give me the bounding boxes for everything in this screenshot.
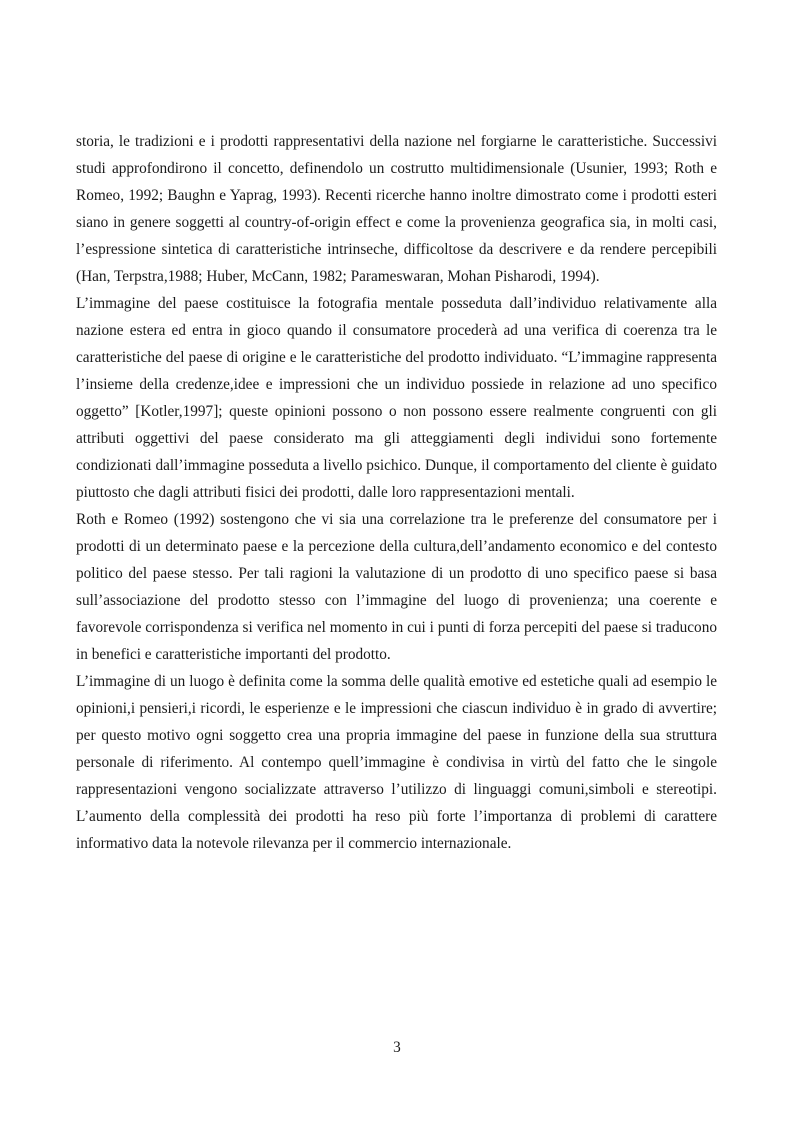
paragraph-place-image: L’immagine di un luogo è definita come la somma delle qualità emotive ed estetiche quali ad esempio le opinioni,i pensieri,i ricordi, le esperienze e le impressioni che ciascun individuo è in grado di avvertire; per questo motivo ogni soggetto crea una propria immagine del paese in funzione della sua struttura personale di riferimento. Al contempo quell’immagine è condivisa in virtù del fatto che le singole rappresentazioni vengono socializzate attraverso l’utilizzo di linguaggi comuni,simboli e stereotipi. L’aumento della complessità dei prodotti ha reso più forte l’importanza di problemi di carattere informativo data la notevole rilevanza per il commercio internazionale. — [76, 673, 717, 852]
page-body — [76, 128, 717, 857]
paragraph-country-of-origin-studies: storia, le tradizioni e i prodotti rappresentativi della nazione nel forgiarne le caratteristiche. Successivi studi approfondirono il concetto, definendolo un costrutto multidimensionale (Usunier, 1993; Roth e Romeo, 1992; Baughn e Yaprag, 1993). Recenti ricerche hanno inoltre dimostrato come i prodotti esteri siano in genere soggetti al country-of-origin effect e come la provenienza geografica sia, in molti casi, l’espressione sintetica di caratteristiche intrinseche, difficoltose da descrivere e da rendere percepibili (Han, Terpstra,1988; Huber, McCann, 1982; Parameswaran, Mohan Pisharodi, 1994). — [76, 133, 717, 285]
paragraph-roth-romeo-correlation: Roth e Romeo (1992) sostengono che vi sia una correlazione tra le preferenze del consumatore per i prodotti di un determinato paese e la percezione della cultura,dell’andamento economico e del contesto politico del paese stesso. Per tali ragioni la valutazione di un prodotto di uno specifico paese si basa sull’associazione del prodotto stesso con l’immagine del luogo di provenienza; una coerente e favorevole corrispondenza si verifica nel momento in cui i punti di forza percepiti del paese si traducono in benefici e caratteristiche importanti del prodotto. — [76, 511, 717, 663]
paragraph-country-image-definition: L’immagine del paese costituisce la fotografia mentale posseduta dall’individuo relativamente alla nazione estera ed entra in gioco quando il consumatore procederà ad una verifica di coerenza tra le caratteristiche del paese di origine e le caratteristiche del prodotto individuato. “L’immagine rappresenta l’insieme della credenze,idee e impressioni che un individuo possiede in relazione ad uno specifico oggetto” [Kotler,1997]; queste opinioni possono o non possono essere realmente congruenti con gli attributi oggettivi del paese considerato ma gli atteggiamenti degli individui sono fortemente condizionati dall’immagine posseduta a livello psichico. Dunque, il comportamento del cliente è guidato piuttosto che dagli attributi fisici dei prodotti, dalle loro rappresentazioni mentali. — [76, 295, 717, 501]
page-number: 3 — [393, 1039, 401, 1056]
